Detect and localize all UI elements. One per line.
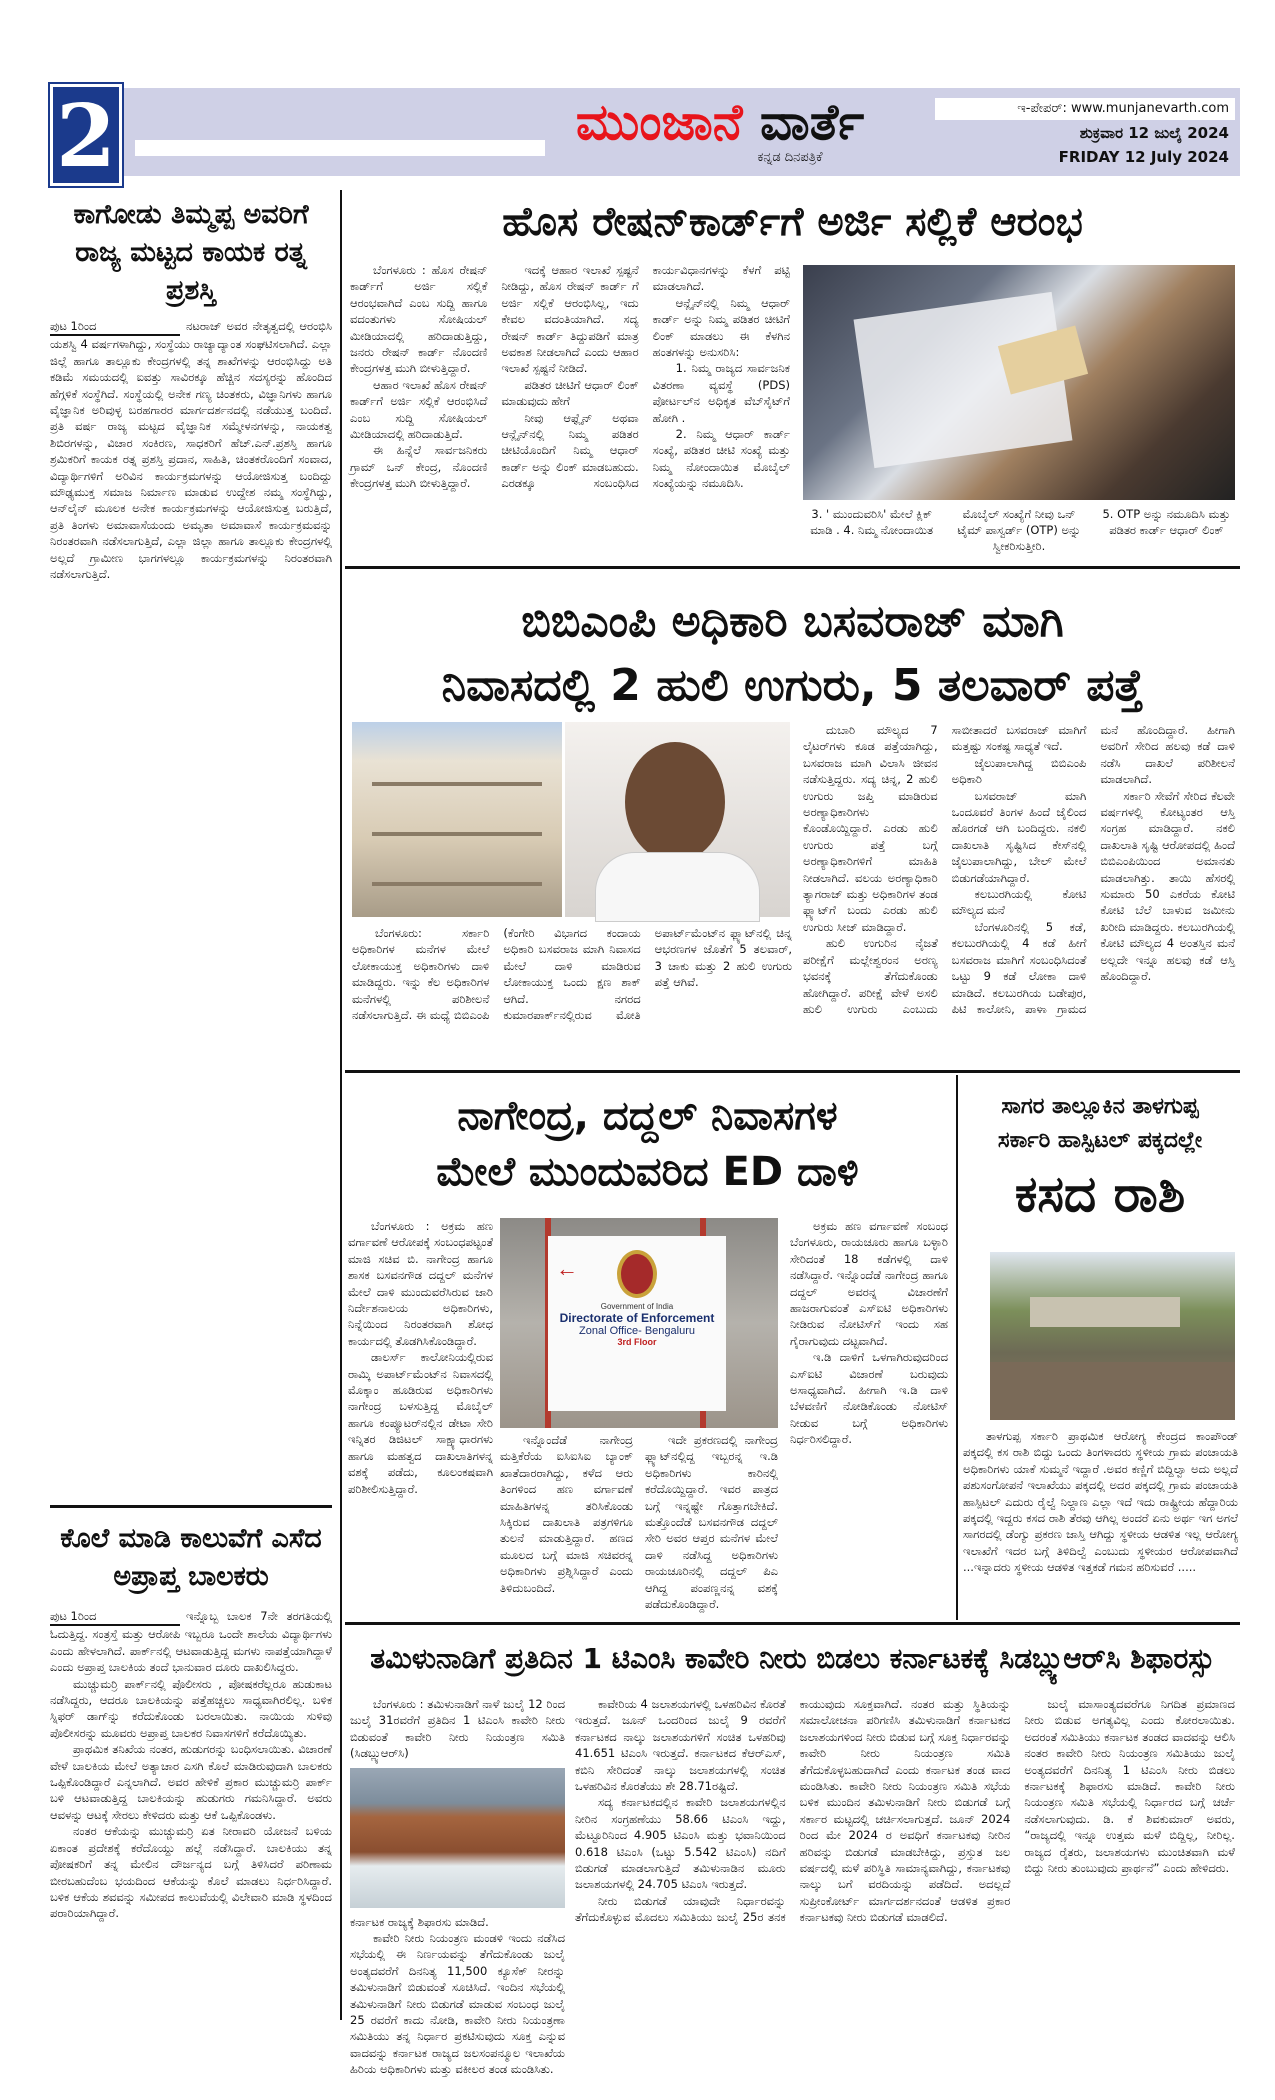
continued-label[interactable]: ಪುಟ 1ರಿಂದ bbox=[50, 318, 180, 336]
paragraph: ನೀರು ಬಿಡುಗಡೆ ಯಾವುದೇ ನಿರ್ಧಾರವನ್ನು ತೆಗೆದುಕೊಳ್ಳುವ ಮೊದಲು ಸಮಿತಿಯು ಜುಲೈ 25ರ ತನಕ ಕಾಯುವುದು ಸೂಕ್ತವಾಗಿದೆ. ನಂತರ ಮತ್ತು ಸ್ಥಿತಿಯನ್ನು ಸಮಾಲೋಚನಾ ಪರಿಗಣಿಸಿ ತಮಿಳುನಾಡಿಗೆ ಕರ್ನಾಟಕದ ಜಲಾಶಯಗಳಿಂದ ನೀರು ಬಿಡುವ ಬಗ್ಗೆ ಸೂಕ್ತ ನಿರ್ಧಾರವನ್ನು ಕಾವೇರಿ ನೀರು ನಿಯಂತ್ರಣ ಸಮಿತಿ ತೆಗೆದುಕೊಳ್ಳಬಹುದಾಗಿದೆ ಎಂದು ಕರ್ನಾಟಕ ತಂಡ ವಾದ ಮಂಡಿಸಿತು. ಕಾವೇರಿ ನೀರು ನಿಯಂತ್ರಣ ಸಮಿತಿ ಸಭೆಯ ಬಳಿಕ ಮುಂದಿನ ತಮಿಳುನಾಡಿಗೆ ನೀರು ಬಿಡುಗಡೆ ಬಗ್ಗೆ ಸರ್ಕಾರ ಮಟ್ಟದಲ್ಲಿ ಚರ್ಚಿಸಲಾಗುತ್ತದೆ. ಜೂನ್ 2024 ರಿಂದ ಮೇ 2024 ರ ಅವಧಿಗೆ ಕರ್ನಾಟಕವು ನೀರಿನ ಹರಿವನ್ನು ಬಿಡುಗಡೆ ಮಾಡಬೇಕಿದ್ದು, ಪ್ರಸ್ತುತ ಜಲ ವರ್ಷದಲ್ಲಿ ಮಳೆ ಪರಿಸ್ಥಿತಿ ಸಾಮಾನ್ಯವಾಗಿದ್ದು, ಕರ್ನಾಟಕವು ನಾಲ್ಕು ಬಗೆ ವರದಿಯನ್ನು ಪಡೆದಿದೆ. ಅದಲ್ಲದೆ ಸುಪ್ರೀಂಕೋರ್ಟ್ ಮಾರ್ಗದರ್ಶನದಂತೆ ಆಡಳಿತ ಪ್ರಕಾರ ಕರ್ನಾಟಕವು ನೀರು ಬಿಡುಗಡೆ ಮಾಡಲಿದೆ. bbox=[575, 1697, 1011, 1925]
masthead-bar bbox=[135, 140, 545, 156]
arrow-left-icon: ← bbox=[556, 1256, 578, 1281]
article-bbmp-part2 bbox=[803, 722, 1235, 1062]
paragraph: ಇ.ಡಿ ದಾಳಿಗೆ ಒಳಗಾಗಿರುವುದರಿಂದ ಎಸ್‌ಐಟಿ ವಿಚಾರಣೆ ಬರುವುದು ಅಸಾಧ್ಯವಾಗಿದೆ. ಹೀಗಾಗಿ ಇ.ಡಿ ದಾಳಿ ಬೆಳವಣಿಗೆ ನೋಡಿಕೊಂಡು ನೋಟಿಸ್ ನೀಡುವ ಬಗ್ಗೆ ಅಧಿಕಾರಿಗಳು ನಿರ್ಧರಿಸಲಿದ್ದಾರೆ. bbox=[790, 1350, 948, 1447]
paragraph: ಬೆಂಗಳೂರಿನಲ್ಲಿ 5 ಕಡೆ, ಕಲಬುರಗಿಯಲ್ಲಿ 4 ಕಡೆ ಹೀಗೆ ಬಸವರಾಜ ಮಾಗಿಗೆ ಸಂಬಂಧಿಸಿದಂತೆ ಒಟ್ಟು 9 ಕಡೆ ಲೋಕಾ ದಾಳಿ ಮಾಡಿದೆ. ಕಲಬುರಗಿಯ ಬಡೇಪುರ, ಪಿಟಿ ಕಾಲೋನಿ, ಪಾಳಾ ಗ್ರಾಮದ ಮನೆ ಹೊಂದಿದ್ದಾರೆ. ಹೀಗಾಗಿ ಅವರಿಗೆ ಸೇರಿದ ಹಲವು ಕಡೆ ದಾಳಿ ನಡೆಸಿ ದಾಖಲೆ ಪರಿಶೀಲನೆ ಮಾಡಲಾಗಿದೆ. bbox=[951, 723, 1235, 1016]
article-bbmp-part1 bbox=[352, 925, 792, 1060]
caption: ಮೊಬೈಲ್ ಸಂಖ್ಯೆಗೆ ನೀವು ಒನ್ ಟೈಮ್ ಪಾಸ್ವರ್ಡ್ (OTP) ಅನ್ನು ಸ್ವೀಕರಿಸುತ್ತೀರಿ. bbox=[957, 507, 1081, 553]
paragraph: ಡಾಲರ್ಸ್ ಕಾಲೋನಿಯಲ್ಲಿರುವ ರಾಮ್ಕಿ ಅಪಾರ್ಟ್‌ಮೆಂಟ್‌ನ ನಿವಾಸದಲ್ಲಿ ಮೊಕ್ಕಾಂ ಹೂಡಿರುವ ಅಧಿಕಾರಿಗಳು ನಾಗೇಂದ್ರ ಬಳಸುತ್ತಿದ್ದ ಮೊಬೈಲ್ ಹಾಗೂ ಕಂಪ್ಯೂಟರ್‌ನಲ್ಲಿನ ಡೇಟಾ ಸೇರಿ ಇನ್ನಿತರ ಡಿಜಿಟಲ್ ಸಾಕ್ಷ್ಯಾಧಾರಗಳು ಹಾಗೂ ಮಹತ್ವದ ದಾಖಲಾತಿಗಳನ್ನ ವಶಕ್ಕೆ ಪಡೆದು, ಕೂಲಂಕಷವಾಗಿ ಪರಿಶೀಲಿಸುತ್ತಿದ್ದಾರೆ. bbox=[348, 1350, 493, 1496]
subheading: ಜೈಲುಪಾಲಾಗಿದ್ದ ಬಿಬಿಎಂಪಿ ಅಧಿಕಾರಿ bbox=[951, 755, 1087, 787]
garbage-photo bbox=[990, 1252, 1235, 1420]
paragraph: ಮುಚ್ಚುಮರ್ರಿ ಪಾರ್ಕ್‌ನಲ್ಲಿ ಪೊಲೀಸರು , ಪೋಷಕರೆಲ್ಲರೂ ಹುಡುಕಾಟ ನಡೆಸಿದ್ದರು, ಆದರೂ ಬಾಲಕಿಯನ್ನು ಪತ್ತೆಹಚ್ಚಲು ಸಾಧ್ಯವಾಗಿರಲಿಲ್ಲ. ಬಳಿಕ ಸ್ನಿಫರ್ ಡಾಗ್‌ನ್ನು ಕರೆದುಕೊಂಡು ಬರಲಾಯಿತು. ನಾಯಿಯ ಸುಳಿವು ಪೊಲೀಸರನ್ನು ಮೂವರು ಅಪ್ರಾಪ್ತ ಬಾಲಕರ ನಿವಾಸಗಳಿಗೆ ಕರೆದೊಯ್ಯಿತು. bbox=[50, 1676, 332, 1740]
article-murder bbox=[50, 1608, 332, 2018]
paragraph: ಇನ್ನೊಂದೆಡೆ ನಾಗೇಂದ್ರ ಮತ್ತಿಕೆರೆಯ ಐಸಿಐಸಿಐ ಬ್ಯಾಂಕ್ ಖಾತೆದಾರರಾಗಿದ್ದು, ಕಳೆದ ಆರು ತಿಂಗಳಿಂದ ಹಣ ವರ್ಗಾವಣೆ ಮಾಹಿತಿಗಳನ್ನ ತರಿಸಿಕೊಂಡು ಸಿಕ್ಕಿರುವ ದಾಖಲಾತಿ ಪತ್ರಗಳಿಗೂ ತುಲನೆ ಮಾಡುತ್ತಿದ್ದಾರೆ. ಹಣದ ಮೂಲದ ಬಗ್ಗೆ ಮಾಜಿ ಸಚಿವರನ್ನ ಅಧಿಕಾರಿಗಳು ಪ್ರಶ್ನಿಸಿದ್ದಾರೆ ಎಂದು ತಿಳಿದುಬಂದಿದೆ. bbox=[500, 1433, 633, 1595]
headline-kayaka-ratna: ಕಾಗೋಡು ತಿಮ್ಮಪ್ಪ ಅವರಿಗೆ ರಾಜ್ಯ ಮಟ್ಟದ ಕಾಯಕ ರತ್ನ ಪ್ರಶಸ್ತಿ bbox=[73, 199, 309, 306]
section-rule bbox=[345, 566, 1240, 569]
headline-garbage bbox=[960, 1090, 1240, 1230]
article-ed-col3 bbox=[790, 1218, 948, 1613]
ration-captions bbox=[803, 506, 1235, 554]
article-ed-col1 bbox=[348, 1218, 493, 1613]
epaper-link[interactable]: ಇ-ಪೇಪರ್: www.munjanevarth.com bbox=[935, 98, 1235, 120]
headline-ed-raid bbox=[345, 1088, 950, 1200]
sign-text: Directorate of Enforcement bbox=[559, 1311, 715, 1325]
tagline: ಕನ್ನಡ ದಿನಪತ್ರಿಕೆ bbox=[757, 150, 823, 165]
paragraph: ಹುಲಿ ಉಗುರಿನ ನೈಜತೆ ಪರೀಕ್ಷೆಗೆ ಮಲ್ಲೇಶ್ವರಂನ ಅರಣ್ಯ ಭವನಕ್ಕೆ ತೆಗೆದುಕೊಂಡು ಹೋಗಿದ್ದಾರೆ. ಪರೀಕ್ಷೆ ವೇಳೆ ಅಸಲಿ ಹುಲಿ ಉಗುರು ಎಂಬುದು ಸಾಬೀತಾದರೆ ಬಸವರಾಜ್ ಮಾಗಿಗೆ ಮತ್ತಷ್ಟು ಸಂಕಷ್ಟ ಸಾಧ್ಯತೆ ಇದೆ. bbox=[803, 723, 1087, 1016]
ed-office-photo bbox=[500, 1218, 778, 1428]
paragraph: ನಂತರ ಆಕೆಯನ್ನು ಮುಚ್ಚುಮರ್ರಿ ಏತ ನೀರಾವರಿ ಯೋಜನೆ ಬಳಿಯ ಏಕಾಂತ ಪ್ರದೇಶಕ್ಕೆ ಕರೆದೊಯ್ದು ಹಲ್ಲೆ ನಡೆಸಿದ್ದಾರೆ. ಬಾಲಕಿಯು ತನ್ನ ಪೋಷಕರಿಗೆ ತನ್ನ ಮೇಲಿನ ದೌರ್ಜನ್ಯದ ಬಗ್ಗೆ ತಿಳಿಸಿದರೆ ಪರಿಣಾಮ ಬೀರಬಹುದೆಂಬ ಭಯದಿಂದ ಆಕೆಯನ್ನು ಕೊಲೆ ಮಾಡಲು ನಿರ್ಧರಿಸಿದ್ದಾರೆ. ಬಳಿಕ ಆಕೆಯ ಶವವನ್ನು ಸಮೀಪದ ಕಾಲುವೆಯಲ್ಲಿ ವಿಲೇವಾರಿ ಮಾಡಿ ಸ್ಥಳದಿಂದ ಪರಾರಿಯಾಗಿದ್ದಾರೆ. bbox=[50, 1824, 332, 1921]
headline-bbmp bbox=[345, 590, 1240, 718]
caption: 3. ' ಮುಂದುವರಿಸಿ' ಮೇಲೆ ಕ್ಲಿಕ್ ಮಾಡಿ . 4. ನಿಮ್ಮ ನೋಂದಾಯಿತ bbox=[810, 507, 934, 537]
subheading: ಕಲಬುರಗಿಯಲ್ಲಿ ಕೋಟಿ ಮೌಲ್ಯದ ಮನೆ bbox=[951, 887, 1087, 918]
paragraph: ಸದ್ಯ ಕರ್ನಾಟಕದಲ್ಲಿನ ಕಾವೇರಿ ಜಲಾಶಯಗಳಲ್ಲಿನ ನೀರಿನ ಸಂಗ್ರಹಣೆಯು 58.66 ಟಿಎಂಸಿ ಇದ್ದು, ಮೆಟ್ಟೂರಿನಿಂದ 4.905 ಟಿಎಂಸಿ ಮತ್ತು ಭವಾನಿಯಿಂದ 0.618 ಟಿಎಂಸಿ (ಒಟ್ಟು 5.542 ಟಿಎಂಸಿ) ನದಿಗೆ ಬಿಡುಗಡೆ ಮಾಡಲಾಗುತ್ತಿದೆ ತಮಿಳುನಾಡಿನ ಮೂರು ಜಲಾಶಯಗಳಲ್ಲಿ 24.705 ಟಿಎಂಸಿ ಇರುತ್ತದೆ. bbox=[575, 1795, 786, 1892]
headline-cauvery: ತಮಿಳುನಾಡಿಗೆ ಪ್ರತಿದಿನ 1 ಟಿಎಂಸಿ ಕಾವೇರಿ ನೀರು ಬಿಡಲು ಕರ್ನಾಟಕಕ್ಕೆ ಸಿಡಬ್ಲ್ಯುಆರ್‌ಸಿ ಶಿಫಾರಸ್ಸು bbox=[370, 1642, 1215, 1675]
sign-text: Zonal Office- Bengaluru bbox=[579, 1325, 695, 1337]
paragraph: ಪ್ರಾಥಮಿಕ ತನಿಖೆಯ ನಂತರ, ಹುಡುಗರನ್ನು ಬಂಧಿಸಲಾಯಿತು. ವಿಚಾರಣೆ ವೇಳೆ ಬಾಲಕಿಯ ಮೇಲೆ ಅತ್ಯಾಚಾರ ಎಸಗಿ ಕೊಲೆ ಮಾಡಿರುವುದಾಗಿ ಬಾಲಕರು ಒಪ್ಪಿಕೊಂಡಿದ್ದಾರೆ ಎನ್ನಲಾಗಿದೆ. ಅವರ ಹೇಳಿಕೆ ಪ್ರಕಾರ ಮುಚ್ಚುಮರ್ರಿ ಪಾರ್ಕ್ ಬಳಿ ಆಟವಾಡುತ್ತಿದ್ದ ಬಾಲಕಿಯನ್ನು ಹುಡುಗರು ಗಮನಿಸಿದ್ದಾರೆ. ಅವರು ಆವಳನ್ನು ಆಟಕ್ಕೆ ಸೇರಲು ಕೇಳಿದರು ಮತ್ತು ಆಕೆ ಒಪ್ಪಿಕೊಂಡಳು. bbox=[50, 1742, 332, 1822]
headline-line: ಬಿಬಿಎಂಪಿ ಅಧಿಕಾರಿ ಬಸವರಾಜ್ ಮಾಗಿ bbox=[521, 596, 1064, 647]
headline-ration-card: ಹೊಸ ರೇಷನ್‌ಕಾರ್ಡ್‌ಗೆ ಅರ್ಜಿ ಸಲ್ಲಿಕೆ ಆರಂಭ bbox=[502, 199, 1083, 245]
paragraph: ಇದೇ ಪ್ರಕರಣದಲ್ಲಿ ನಾಗೇಂದ್ರ ಫ್ಲ್ಯಾಟ್‌ನಲ್ಲಿದ್ದ ಇಬ್ಬರನ್ನ ಇ.ಡಿ ಅಧಿಕಾರಿಗಳು ಕಾರಿನಲ್ಲಿ ಕರೆದೊಯ್ದಿದ್ದಾರೆ. ಇವರ ಪಾತ್ರದ ಬಗ್ಗೆ ಇನ್ನಷ್ಟೇ ಗೊತ್ತಾಗಬೇಕಿದೆ. ಮತ್ತೊಂದೆಡೆ ಬಸವನಗೌಡ ದದ್ದಲ್ ಸೇರಿ ಅವರ ಆಪ್ತರ ಮನೆಗಳ ಮೇಲೆ ದಾಳಿ ನಡೆಸಿದ್ದ ಅಧಿಕಾರಿಗಳು ರಾಯಚೂರಿನಲ್ಲಿ ದದ್ದಲ್ ಪಿಎ ಆಗಿದ್ದ ಪಂಪಣ್ಣನನ್ನ ವಶಕ್ಕೆ ಪಡೆದುಕೊಂಡಿದ್ದಾರೆ. bbox=[645, 1433, 778, 1612]
paragraph: ಕರ್ನಾಟಕ ರಾಜ್ಯಕ್ಕೆ ಶಿಫಾರಸು ಮಾಡಿದೆ. bbox=[350, 1914, 489, 1929]
building-photo bbox=[352, 722, 562, 917]
section-rule bbox=[50, 1505, 332, 1508]
caption: 5. OTP ಅನ್ನು ನಮೂದಿಸಿ ಮತ್ತು ಪಡಿತರ ಕಾರ್ಡ್ ಆಧಾರ್ ಲಿಂಕ್ bbox=[1102, 507, 1231, 537]
newspaper-logo bbox=[540, 92, 900, 152]
article-cauvery-cols bbox=[575, 1696, 1235, 2016]
date-kannada: ಶುಕ್ರವಾರ 12 ಜುಲೈ 2024 bbox=[1079, 124, 1229, 142]
paragraph: ತಾಳಗುಪ್ಪ ಸರ್ಕಾರಿ ಪ್ರಾಥಮಿಕ ಆರೋಗ್ಯ ಕೇಂದ್ರದ ಕಾಂಪೌಂಡ್ ಪಕ್ಕದಲ್ಲಿ ಕಸ ರಾಶಿ ಬಿದ್ದು ಒಂದು ತಿಂಗಳಾದರು ಸ್ಥಳೀಯ ಗ್ರಾಮ ಪಂಚಾಯತಿ ಅಧಿಕಾರಿಗಳು ಯಾಕೆ ಸುಮ್ಮನೆ ಇದ್ದಾರೆ .ಅವರ ಕಣ್ಣಿಗೆ ಬಿದ್ದಿಲ್ವಾ ಅದು ಅಲ್ಲದೆ ಪಶುಸಂಗೋಪನೆ ಇಲಾಖೆಯು ಪಕ್ಕದಲ್ಲಿ ಅದರ ಪಕ್ಕದಲ್ಲಿ ಗ್ರಾಮ ಪಂಚಾಯತಿ ಹಾಸ್ಪಿಟಲ್ ಎದುರು ರೈಲ್ವೆ ನಿಲ್ದಾಣ ಎಲ್ಲಾ ಇದೆ ಇದು ರಾಷ್ಟ್ರೀಯ ಹೆದ್ದಾರಿಯ ಪಕ್ಕದಲ್ಲಿ ಇದ್ದರು ಕಸದ ರಾಶಿ ತೆರವು ಆಗಿಲ್ಲ ಅಂದರೆ ಏನು ಅರ್ಥ ಇಗ ಅಗಲೆ ಸಾಗರದಲ್ಲಿ ಡೆಂಗ್ಯು ಪ್ರಕರಣ ಜಾಸ್ತಿ ಆಗಿದ್ದು ಸ್ಥಳೀಯ ಆಡಳಿತ ಇಲ್ಲ ಆರೋಗ್ಯ ಇಲಾಖೆಗೆ ಇದರ ಬಗ್ಗೆ ತಿಳಿದಿಲ್ವೆ ಎಂಬುದು ಸ್ಥಳೀಯರ ಆರೋಪವಾಗಿದೆ ...ಇನ್ನಾದರು ಸ್ಥಳೀಯ ಆಡಳಿತ ಇತ್ತಕಡೆ ಗಮನ ಹರಿಸುವರೆ ..... bbox=[963, 1429, 1238, 1575]
paragraph: ಈ ಹಿನ್ನೆಲೆ ಸಾರ್ವಜನಿಕರು ಗ್ರಾಮ್ ಒನ್ ಕೇಂದ್ರ, ನೊಂದಣಿ ಕೇಂದ್ರಗಳತ್ತ ಮುಗಿ ಬೀಳುತ್ತಿದ್ದಾರೆ. bbox=[350, 443, 488, 491]
paragraph: ಕಾವೇರಿಯ 4 ಜಲಾಶಯಗಳಲ್ಲಿ ಒಳಹರಿವಿನ ಕೊರತೆ ಇರುತ್ತದೆ. ಜೂನ್ ಒಂದರಿಂದ ಜುಲೈ 9 ರವರೆಗೆ ಕರ್ನಾಟಕದ ನಾಲ್ಕು ಜಲಾಶಯಗಳಿಗೆ ಸಂಚಿತ ಒಳಹರಿವು 41.651 ಟಿಎಂಸಿ ಇರುತ್ತದೆ. ಕರ್ನಾಟಕದ ಕೆಆರ್‌ಎಸ್, ಕಬಿನಿ ಸೇರಿದಂತೆ ನಾಲ್ಕು ಜಲಾಶಯಗಳಲ್ಲಿ ಸಂಚಿತ ಒಳಹರಿವಿನ ಕೊರತೆಯು ಶೇ 28.71ರಷ್ಟಿದೆ. bbox=[575, 1697, 786, 1794]
article-ration-card bbox=[350, 262, 790, 562]
date-english: FRIDAY 12 July 2024 bbox=[1058, 148, 1229, 166]
continued-label[interactable]: ಪುಟ 1ರಿಂದ bbox=[50, 1608, 180, 1626]
official-portrait bbox=[565, 722, 790, 917]
paragraph: ಬೆಂಗಳೂರು : ತಮಿಳುನಾಡಿಗೆ ನಾಳೆ ಜುಲೈ 12 ರಿಂದ ಜುಲೈ 31ರವರೆಗೆ ಪ್ರತಿದಿನ 1 ಟಿಎಂಸಿ ಕಾವೇರಿ ನೀರು ಬಿಡುವಂತೆ ಕಾವೇರಿ ನೀರು ನಿಯಂತ್ರಣ ಸಮಿತಿ (ಸಿಡಬ್ಲ್ಯುಆರ್‌ಸಿ) bbox=[350, 1697, 565, 1761]
paragraph: ದುಬಾರಿ ಮೌಲ್ಯದ 7 ಲೈಟರ್‌ಗಳು ಕೂಡ ಪತ್ತೆಯಾಗಿದ್ದು, ಬಸವರಾಜ ಮಾಗಿ ವಿಲಾಸಿ ಜೀವನ ನಡೆಸುತ್ತಿದ್ದರು. ಸದ್ಯ ಚಿನ್ನ, 2 ಹುಲಿ ಉಗುರು ಜಪ್ತಿ ಮಾಡಿರುವ ಅರಣ್ಯಾಧಿಕಾರಿಗಳು ಕೊಂಡೊಯ್ದಿದ್ದಾರೆ. ಎರಡು ಹುಲಿ ಉಗುರು ಪತ್ತೆ ಬಗ್ಗೆ ಅರಣ್ಯಾಧಿಕಾರಿಗಳಿಗೆ ಮಾಹಿತಿ ನೀಡಲಾಗಿದೆ. ವಲಯ ಅರಣ್ಯಾಧಿಕಾರಿ ತ್ಯಾಗರಾಜ್ ಮತ್ತು ಅಧಿಕಾರಿಗಳ ತಂಡ ಫ್ಲ್ಯಾಟ್‌ಗೆ ಬಂದು ಎರಡು ಹುಲಿ ಉಗುರು ಸೀಜ್ ಮಾಡಿದ್ದಾರೆ. bbox=[803, 723, 938, 934]
headline-line: ಸಾಗರ ತಾಲ್ಲೂಕಿನ ತಾಳಗುಪ್ಪ bbox=[1001, 1094, 1199, 1119]
column-divider bbox=[956, 1075, 958, 1620]
headline-line: ನಾಗೇಂದ್ರ, ದದ್ದಲ್ ನಿವಾಸಗಳ bbox=[457, 1093, 838, 1139]
paragraph: ಬೆಂಗಳೂರು: ಸರ್ಕಾರಿ ಅಧಿಕಾರಿಗಳ ಮನೆಗಳ ಮೇಲೆ ಲೋಕಾಯುಕ್ತ ಅಧಿಕಾರಿಗಳು ದಾಳಿ ಮಾಡಿದ್ದರು. ಇನ್ನು ಕೆಲ ಅಧಿಕಾರಿಗಳ ಮನೆಗಳಲ್ಲಿ ಪರಿಶೀಲನೆ ನಡೆಸಲಾಗುತ್ತಿದೆ. ಈ ಮಧ್ಯೆ ಬಿಬಿಎಂಪಿ (ಕೆಂಗೇರಿ ವಿಭಾಗದ ಕಂದಾಯ ಅಧಿಕಾರಿ ಬಸವರಾಜ ಮಾಗಿ ನಿವಾಸದ ಮೇಲೆ ದಾಳಿ ಮಾಡಿರುವ ಲೋಕಾಯುಕ್ತ ಒಂದು ಕ್ಷಣ ಶಾಕ್ ಆಗಿದೆ. ನಗರದ ಕುಮಾರಪಾರ್ಕ್‌ನಲ್ಲಿರುವ ಮೋತಿ ಅಪಾರ್ಟ್‌ಮೆಂಟ್‌ನ ಫ್ಲ್ಯಾಟ್‌ನಲ್ಲಿ ಚಿನ್ನ ಆಭರಣಗಳ ಜೊತೆಗೆ 5 ತಲವಾರ್, 3 ಚಾಕು ಮತ್ತು 2 ಹುಲಿ ಉಗುರು ಪತ್ತೆ ಆಗಿವೆ. bbox=[352, 926, 792, 1023]
paragraph: ಸರ್ಕಾರಿ ಸೇವೆಗೆ ಸೇರಿದ ಕೆಲವೇ ವರ್ಷಗಳಲ್ಲಿ ಕೋಟ್ಯಂತರ ಆಸ್ತಿ ಸಂಗ್ರಹ ಮಾಡಿದ್ದಾರೆ. ನಕಲಿ ದಾಖಲಾತಿ ಸೃಷ್ಟಿ ಆರೋಪದಲ್ಲಿ ಹಿಂದೆ ಬಿಬಿಎಂಪಿಯಿಂದ ಅಮಾನತು ಮಾಡಲಾಗಿತ್ತು. ತಾಯಿ ಹೆಸರಲ್ಲಿ ಸುಮಾರು 50 ಎಕರೆಯ ಕೋಟಿ ಕೋಟಿ ಬೆಲೆ ಬಾಳುವ ಜಮೀನು ಖರೀದಿ ಮಾಡಿದ್ದರು. ಕಲಬುರಗಿಯಲ್ಲಿ ಕೋಟಿ ಮೌಲ್ಯದ 4 ಅಂತಸ್ತಿನ ಮನೆ ಅಲ್ಲದೇ ಇನ್ನೂ ಹಲವು ಕಡೆ ಆಸ್ತಿ ಹೊಂದಿದ್ದಾರೆ. bbox=[1100, 788, 1235, 984]
paragraph: ನಟರಾಜ್ ಅವರ ನೇತೃತ್ವದಲ್ಲಿ ಆರಂಭಿಸಿ ಯಶಸ್ವಿ 4 ವರ್ಷಗಳಾಗಿದ್ದು, ಸಂಸ್ಥೆಯು ರಾಜ್ಯಾದ್ಯಾಂತ ಸಂಘಟಿಸಲಾಗಿದೆ. ಎಲ್ಲಾ ಜಿಲ್ಲೆ ಹಾಗೂ ತಾಲ್ಲೂಕು ಕೇಂದ್ರಗಳಲ್ಲಿ ತನ್ನ ಶಾಖೆಗಳನ್ನು ಆರಂಭಿಸಿದ್ದು ಅತಿ ಕಡಿಮೆ ಸಮಯದಲ್ಲಿ ಐವತ್ತು ಸಾವಿರಕ್ಕೂ ಹೆಚ್ಚಿನ ಸದಸ್ಯರನ್ನು ಹೊಂದಿದ ಹೆಗ್ಗಳಿಕೆ ಸಂಸ್ಥೆಗಿದೆ. ಸಂಸ್ಥೆಯಲ್ಲಿ ಅನೇಕ ಗಣ್ಯ ಚಿಂತಕರು, ವಿಜ್ಞಾನಿಗಳು ಹಾಗೂ ವೈಜ್ಞಾನಿಕ ಅರಿವುಳ್ಳ ಬರಹಗಾರರ ಮಾರ್ಗದರ್ಶನದಲ್ಲಿ ನಡೆಯುತ್ತ ಬಂದಿದೆ. ಪ್ರತಿ ವರ್ಷ ರಾಜ್ಯ ಮಟ್ಟದ ವೈಜ್ಞಾನಿಕ ಸಮ್ಮೇಳನಗಳನ್ನು, ನಾಯಕತ್ವ ಶಿಬಿರಗಳನ್ನು, ವಿಚಾರ ಸಂಕಿರಣ, ಸಾಧಕರಿಗೆ ಹೆಚ್.ಎನ್.ಪ್ರಶಸ್ತಿ ಹಾಗೂ ಶ್ರಮಿಕರಿಗೆ ಕಾಯಕ ರತ್ನ ಪ್ರಶಸ್ತಿ ಪ್ರದಾನ, ಸಾಹಿತಿ, ಚಿಂತಕರೊಂದಿಗೆ ಸಂವಾದ, ವಿದ್ಯಾರ್ಥಿಗಳಿಗೆ ಅರಿವಿನ ಕಾರ್ಯಕ್ರಮಗಳನ್ನು ಆಯೋಜಿಸುತ್ತ ಬಂದಿದ್ದು ಮೌಢ್ಯಮುಕ್ತ ಸಮಾಜ ನಿರ್ಮಾಣ ಮಾಡುವ ಉದ್ದೇಶ ನಮ್ಮ ಸಂಸ್ಥೆಗಿದ್ದು, ಆನ್‌ಲೈನ್ ಮೂಲಕ ಅನೇಕ ಕಾರ್ಯಕ್ರಮಗಳನ್ನು ಆಯೋಜಿಸುತ್ತ ಬರುತ್ತಿದೆ, ಪ್ರತಿ ತಿಂಗಳು ಅಮಾವಾಸೆಯಂದು ಅಮೃತಾ ಅಮಾವಾಸೆ ಕಾರ್ಯಕ್ರಮವನ್ನು ನಿರಂತರವಾಗಿ ನಡೆಸಲಾಗುತ್ತಿದೆ, ಎಲ್ಲಾ ಜಿಲ್ಲಾ ಹಾಗೂ ತಾಲ್ಲೂಕು ಕೇಂದ್ರಗಳಲ್ಲಿ ಅಲ್ಲದೆ ಗ್ರಾಮೀಣ ಭಾಗಗಳಲ್ಲೂ ಕಾರ್ಯಕ್ರಮಗಳನ್ನು ನಿರಂತರವಾಗಿ ನಡೆಸಲಾಗುತ್ತಿದೆ. bbox=[50, 319, 332, 582]
sign-text: Government of India bbox=[600, 1302, 674, 1311]
paragraph: ಇನ್ನೊಬ್ಬ ಬಾಲಕ 7ನೇ ತರಗತಿಯಲ್ಲಿ ಓದುತ್ತಿದ್ದ. ಸಂತ್ರಸ್ತೆ ಮತ್ತು ಆರೋಪಿ ಇಬ್ಬರೂ ಒಂದೇ ಶಾಲೆಯ ವಿದ್ಯಾರ್ಥಿಗಳು ಎಂದು ಹೇಳಲಾಗಿದೆ. ಪಾರ್ಕ್‌ನಲ್ಲಿ ಆಟವಾಡುತ್ತಿದ್ದ ಮಗಳು ನಾಪತ್ತೆಯಾಗಿದ್ದಾಳೆ ಎಂದು ಅಪ್ರಾಪ್ತ ಬಾಲಕಿಯ ತಂದೆ ಭಾನುವಾರ ದೂರು ದಾಖಲಿಸಿದ್ದರು. bbox=[50, 1609, 332, 1675]
headline-murder: ಕೊಲೆ ಮಾಡಿ ಕಾಲುವೆಗೆ ಎಸೆದ ಅಪ್ರಾಪ್ತ ಬಾಲಕರು bbox=[60, 1523, 322, 1592]
paragraph: ಜುಲೈ ಮಾಸಾಂತ್ಯದವರೆಗೂ ನಿಗದಿತ ಪ್ರಮಾಣದ ನೀರು ಬಿಡುವ ಅಗತ್ಯವಿಲ್ಲ ಎಂದು ಕೋರಲಾಯಿತು. ಅದರಂತೆ ಸಮಿತಿಯು ಕರ್ನಾಟಕ ತಂಡದ ವಾದವನ್ನು ಆಲಿಸಿ ನಂತರ ಕಾವೇರಿ ನೀರು ನಿಯಂತ್ರಣ ಸಮಿತಿಯು ಜುಲೈ ಅಂತ್ಯದವರೆಗೆ ದಿನನಿತ್ಯ 1 ಟಿಎಂಸಿ ನೀರು ಬಿಡಲು ಕರ್ನಾಟಕಕ್ಕೆ ಶಿಫಾರಸು ಮಾಡಿದೆ. ಕಾವೇರಿ ನೀರು ನಿಯಂತ್ರಣ ಸಮಿತಿ ಸಭೆಯಲ್ಲಿ ನಿರ್ಧಾರದ ಬಗ್ಗೆ ಚರ್ಚೆ ನಡೆಸಲಾಗುವುದು. ಡಿ. ಕೆ ಶಿವಕುಮಾರ್ ಅವರು, “ರಾಜ್ಯದಲ್ಲಿ ಇನ್ನೂ ಉತ್ತಮ ಮಳೆ ಬಿದ್ದಿಲ್ಲ, ನೀರಿಲ್ಲ. ರಾಜ್ಯದ ರೈತರು, ಜಲಾಶಯಗಳು ಮುಂಚಿತವಾಗಿ ಮಳೆ ಬಿದ್ದು ನೀರು ತುಂಬುವುದು ಪ್ರಾರ್ಥನೆ” ಎಂದು ಹೇಳಿದರು. bbox=[1024, 1697, 1235, 1876]
headline-line: ಕಸದ ರಾಶಿ bbox=[1014, 1165, 1186, 1223]
article-cauvery-col1 bbox=[350, 1696, 565, 2077]
page-number: 2 bbox=[50, 84, 122, 186]
sign-text: 3rd Floor bbox=[617, 1337, 657, 1347]
logo-red: ಮುಂಜಾನೆ bbox=[575, 93, 743, 151]
headline-line: ಸರ್ಕಾರಿ ಹಾಸ್ಪಿಟಲ್ ಪಕ್ಕದಲ್ಲೇ bbox=[997, 1128, 1203, 1153]
paragraph: ಬೆಂಗಳೂರು : ಅಕ್ರಮ ಹಣ ವರ್ಗಾವಣೆ ಆರೋಪಕ್ಕೆ ಸಂಬಂಧಪಟ್ಟಂತೆ ಮಾಜಿ ಸಚಿವ ಬಿ. ನಾಗೇಂದ್ರ ಹಾಗೂ ಶಾಸಕ ಬಸವನಗೌಡ ದದ್ದಲ್ ಮನೆಗಳ ಮೇಲೆ ದಾಳಿ ಮುಂದುವರೆಸಿರುವ ಜಾರಿ ನಿರ್ದೇಶನಾಲಯ ಅಧಿಕಾರಿಗಳು, ನಿನ್ನೆಯಿಂದ ನಿರಂತರವಾಗಿ ಶೋಧ ಕಾರ್ಯದಲ್ಲಿ ತೊಡಗಿಸಿಕೊಂಡಿದ್ದಾರೆ. bbox=[348, 1219, 493, 1348]
section-rule bbox=[345, 1070, 1240, 1073]
article-ed-col2 bbox=[500, 1432, 778, 1614]
headline-line: ಮೇಲೆ ಮುಂದುವರಿದ ED ದಾಳಿ bbox=[436, 1149, 859, 1195]
ration-card-photo bbox=[803, 265, 1235, 500]
headline-line: ನಿವಾಸದಲ್ಲಿ 2 ಹುಲಿ ಉಗುರು, 5 ತಲವಾರ್ ಪತ್ತೆ bbox=[441, 660, 1144, 711]
paragraph: ನೀವು ಆಫ್ಲೈನ್ ಅಥವಾ ಆನ್ಲೈನ್‌ನಲ್ಲಿ ನಿಮ್ಮ ಪಡಿತರ ಚೀಟಿಯೊಂದಿಗೆ ನಿಮ್ಮ ಆಧಾರ್ ಕಾರ್ಡ್ ಅನ್ನು ಲಿಂಕ್ ಮಾಡಬಹುದು. ಎರಡಕ್ಕೂ ಸಂಬಂಧಿಸಿದ ಕಾರ್ಯವಿಧಾನಗಳನ್ನು ಕೆಳಗೆ ಪಟ್ಟಿ ಮಾಡಲಾಗಿದೆ. bbox=[501, 263, 790, 491]
paragraph: ಪಡಿತರ ಚೀಟಿಗೆ ಆಧಾರ್ ಲಿಂಕ್ ಮಾಡುವುದು ಹೇಗೆ bbox=[501, 377, 639, 409]
dam-photo bbox=[350, 1768, 565, 1908]
paragraph: ಆಹಾರ ಇಲಾಖೆ ಹೊಸ ರೇಷನ್ ಕಾರ್ಡ್‌ಗೆ ಅರ್ಜಿ ಸಲ್ಲಿಕೆ ಆರಂಭಿಸಿದೆ ಎಂಬ ಸುದ್ದಿ ಸೋಷಿಯಲ್ ಮೀಡಿಯಾದಲ್ಲಿ ಹರಿದಾಡುತ್ತಿದೆ. bbox=[350, 377, 488, 442]
column-divider bbox=[340, 190, 342, 2020]
emblem-icon bbox=[617, 1250, 657, 1298]
paragraph: ಆನ್ಲೈನ್‌ನಲ್ಲಿ ನಿಮ್ಮ ಆಧಾರ್ ಕಾರ್ಡ್ ಅನ್ನು ನಿಮ್ಮ ಪಡಿತರ ಚೀಟಿಗೆ ಲಿಂಕ್ ಮಾಡಲು ಈ ಕೆಳಗಿನ ಹಂತಗಳನ್ನು ಅನುಸರಿಸಿ: bbox=[652, 295, 790, 360]
article-kayaka-ratna bbox=[50, 318, 332, 1498]
paragraph: ಬಸವರಾಜ್ ಮಾಗಿ ಒಂದೂವರೆ ತಿಂಗಳ ಹಿಂದೆ ಜೈಲಿಂದ ಹೊರಗಡೆ ಆಗಿ ಬಂದಿದ್ದರು. ನಕಲಿ ದಾಖಲಾತಿ ಸೃಷ್ಟಿಸಿದ ಕೇಸ್‌ನಲ್ಲಿ ಜೈಲುಪಾಲಾಗಿದ್ದು, ಬೇಲ್ ಮೇಲೆ ಬಿಡುಗಡೆಯಾಗಿದ್ದಾರೆ. bbox=[951, 788, 1087, 885]
paragraph: 1. ನಿಮ್ಮ ರಾಜ್ಯದ ಸಾರ್ವಜನಿಕ ವಿತರಣಾ ವ್ಯವಸ್ಥೆ (PDS) ಪೋರ್ಟಲ್‌ನ ಅಧಿಕೃತ ವೆಬ್‌ಸೈಟ್‌ಗೆ ಹೋಗಿ . bbox=[652, 361, 790, 425]
paragraph: ಇದಕ್ಕೆ ಆಹಾರ ಇಲಾಖೆ ಸ್ಪಷ್ಟನೆ ನೀಡಿದ್ದು, ಹೊಸ ರೇಷನ್ ಕಾರ್ಡ್ ಗೆ ಅರ್ಜಿ ಸಲ್ಲಿಕೆ ಆರಂಭಿಸಿಲ್ಲ, ಇದು ಕೇವಲ ವದಂತಿಯಾಗಿದೆ. ಸದ್ಯ ರೇಷನ್ ಕಾರ್ಡ್ ತಿದ್ದುಪಡಿಗೆ ಮಾತ್ರ ಅವಕಾಶ ನೀಡಲಾಗಿದೆ ಎಂದು ಆಹಾರ ಇಲಾಖೆ ಸ್ಪಷ್ಟನೆ ನೀಡಿದೆ. bbox=[501, 263, 639, 376]
paragraph: ಬೆಂಗಳೂರು : ಹೊಸ ರೇಷನ್ ಕಾರ್ಡ್‌ಗೆ ಅರ್ಜಿ ಸಲ್ಲಿಕೆ ಆರಂಭವಾಗಿದೆ ಎಂಬ ಸುದ್ದಿ ಹಾಗೂ ವದಂತುಗಳು ಸೋಷಿಯಲ್ ಮೀಡಿಯಾದಲ್ಲಿ ಹರಿದಾಡುತ್ತಿದ್ದು, ಜನರು ರೇಷನ್ ಕಾರ್ಡ್ ನೊಂದಣಿ ಕೇಂದ್ರಗಳತ್ತ ಮುಗಿ ಬೀಳುತ್ತಿದ್ದಾರೆ. bbox=[350, 263, 488, 376]
logo-black: ವಾರ್ತೆ bbox=[759, 93, 865, 151]
article-garbage bbox=[963, 1428, 1238, 1618]
ed-signboard bbox=[548, 1236, 726, 1411]
section-rule bbox=[345, 1622, 1240, 1625]
paragraph: ಕಾವೇರಿ ನೀರು ನಿಯಂತ್ರಣ ಮಂಡಳಿ ಇಂದು ನಡೆಸಿದ ಸಭೆಯಲ್ಲಿ ಈ ನಿರ್ಣಯವನ್ನು ತೆಗೆದುಕೊಂಡು ಜುಲೈ ಅಂತ್ಯದವರೆಗೆ ದಿನನಿತ್ಯ 11,500 ಕ್ಯೂಸೆಕ್ ನೀರನ್ನು ತಮಿಳುನಾಡಿಗೆ ಬಿಡುವಂತೆ ಸೂಚಿಸಿದೆ. ಇಂದಿನ ಸಭೆಯಲ್ಲಿ ತಮಿಳುನಾಡಿಗೆ ನೀರು ಬಿಡುಗಡೆ ಮಾಡುವ ಸಂಬಂಧ ಜುಲೈ 25 ರವರೆಗೆ ಕಾದು ನೋಡಿ, ಕಾವೇರಿ ನೀರು ನಿಯಂತ್ರಣಾ ಸಮಿತಿಯು ತನ್ನ ನಿರ್ಧಾರ ಪ್ರಕಟಿಸುವುದು ಸೂಕ್ತ ಎನ್ನುವ ವಾದವನ್ನು ಕರ್ನಾಟಕ ರಾಜ್ಯದ ಜಲಸಂಪನ್ಮೂಲ ಇಲಾಖೆಯ ಹಿರಿಯ ಅಧಿಕಾರಿಗಳು ಮತ್ತು ವಕೀಲರ ತಂಡ ಮಂಡಿಸಿತು. bbox=[350, 1931, 565, 2077]
paragraph: 2. ನಿಮ್ಮ ಆಧಾರ್ ಕಾರ್ಡ್ ಸಂಖ್ಯೆ, ಪಡಿತರ ಚೀಟಿ ಸಂಖ್ಯೆ ಮತ್ತು ನಿಮ್ಮ ನೋಂದಾಯಿತ ಮೊಬೈಲ್ ಸಂಖ್ಯೆಯನ್ನು ನಮೂದಿಸಿ. bbox=[652, 427, 790, 491]
paragraph: ಅಕ್ರಮ ಹಣ ವರ್ಗಾವಣೆ ಸಂಬಂಧ ಬೆಂಗಳೂರು, ರಾಯಚೂರು ಹಾಗೂ ಬಳ್ಳಾರಿ ಸೇರಿದಂತೆ 18 ಕಡೆಗಳಲ್ಲಿ ದಾಳಿ ನಡೆಸಿದ್ದಾರೆ. ಇನ್ನೊಂದೆಡೆ ನಾಗೇಂದ್ರ ಹಾಗೂ ದದ್ದಲ್ ಅವರನ್ನ ವಿಚಾರಣೆಗೆ ಹಾಜರಾಗುವಂತೆ ಎಸ್‌ಐಟಿ ಅಧಿಕಾರಿಗಳು ನೀಡಿರುವ ನೋಟಿಸ್‌ಗೆ ಇಂದು ಸಹ ಗೈರಾಗುವುದು ದಟ್ಟವಾಗಿದೆ. bbox=[790, 1219, 948, 1348]
